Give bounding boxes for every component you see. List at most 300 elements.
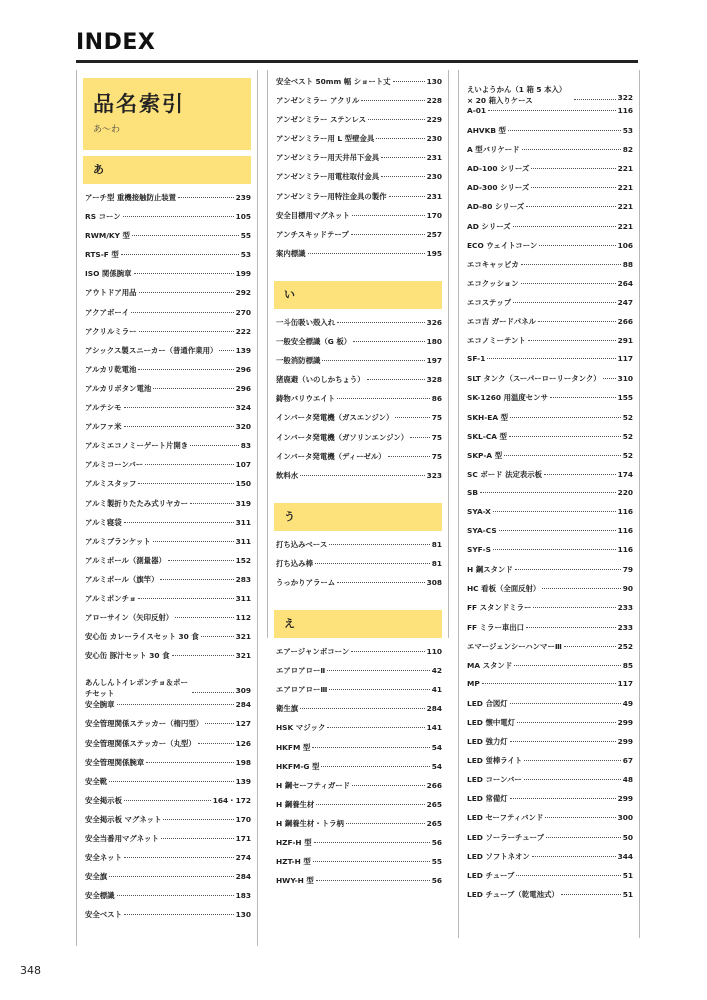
entry-name: エマージェンシーハンマーⅢ [467,641,562,651]
leader-dots [124,857,234,858]
entry-page-number: 51 [622,870,633,880]
leader-dots [308,253,425,254]
entry-page-number: 110 [426,647,442,657]
index-entry [85,890,251,909]
leader-dots [351,651,424,652]
entry-page-number: 67 [622,756,633,766]
leader-dots [544,474,616,475]
index-column-1 [76,70,258,946]
entry-page-number: 49 [622,698,633,708]
entry-name: アクリルミラー [85,326,137,336]
entry-name: AD-300 シリーズ [467,183,530,193]
index-entry [85,287,251,306]
entry-page-number: 283 [235,574,251,584]
leader-dots [488,110,615,111]
leader-dots [322,360,424,361]
kana-section-heading: う [274,503,442,531]
index-entry [467,602,633,621]
entry-page-number: 170 [235,814,251,824]
entry-page-number: 81 [431,539,442,549]
leader-dots [352,785,425,786]
leader-dots [146,762,233,763]
entry-page-number: 150 [235,479,251,489]
leader-dots [603,378,616,379]
entry-page-number: 54 [431,742,442,752]
entry-page-number: 174 [617,469,633,479]
entry-page-number: 117 [617,354,633,364]
leader-dots [482,683,616,684]
entry-name: SYF-S [467,545,491,555]
entry-name: 衛生旗 [276,704,299,714]
entry-name: LED ソフトネオン [467,851,530,861]
index-entry [467,583,633,602]
entry-name: LED 常備灯 [467,794,508,804]
leader-dots [117,895,234,896]
entry-name: 安全管理関係ステッカー（丸型） [85,738,196,748]
leader-dots [367,379,425,380]
entry-name: アウトドア用品 [85,288,137,298]
leader-dots [123,216,234,217]
index-entry [467,392,633,411]
entry-name: アルミエコノミーゲート片開き [85,441,189,451]
leader-dots [124,800,211,801]
leader-dots [337,582,424,583]
entry-page-number: 42 [431,666,442,676]
leader-dots [327,670,429,671]
entry-name: 安全腕章 [85,700,115,710]
entry-name: FF スタンドミラー [467,603,532,613]
entry-name: アルミコーンバー [85,460,144,470]
index-entry [467,278,633,297]
index-heading: INDEX [76,30,156,55]
leader-dots [516,875,620,876]
entry-page-number: 221 [617,183,633,193]
index-entry [467,736,633,755]
leader-dots [117,704,234,705]
entry-name: アルカリボタン電池 [85,383,152,393]
entry-page-number: 300 [617,813,633,823]
index-entry-list [77,192,257,928]
leader-dots [316,804,424,805]
entry-page-number: 284 [235,700,251,710]
leader-dots [315,563,430,564]
leader-dots [510,798,616,799]
entry-page-number: 164・172 [212,795,251,805]
leader-dots [175,617,233,618]
leader-dots [533,607,615,608]
index-entry [85,383,251,402]
entry-name: エコステップ [467,297,512,307]
leader-dots [312,747,429,748]
entry-page-number: 231 [426,191,442,201]
entry-name: アルミブランケット [85,536,151,546]
index-entry [467,182,633,201]
entry-page-number: 56 [431,838,442,847]
entry-page-number: 79 [622,565,633,575]
entry-name: アルミポンチョ [85,593,137,603]
index-entry [276,210,442,229]
index-entry [276,76,442,95]
title-box [83,78,251,150]
entry-page-number: 328 [426,375,442,385]
entry-name: 安全管理関係ステッカー（楕円型） [85,719,204,729]
entry-page-number: 116 [617,106,633,115]
index-entry [467,812,633,831]
leader-dots [381,176,424,177]
leader-dots [487,358,615,359]
entry-name: インバータ発電機（ガソリンエンジン） [276,432,409,442]
index-entry [85,612,251,631]
entry-page-number: 198 [235,757,251,767]
index-entry [85,307,251,326]
leader-dots [160,579,233,580]
entry-page-number: 311 [235,536,251,546]
leader-dots [493,511,616,512]
index-entry [85,795,251,814]
entry-page-number: 54 [431,761,442,771]
leader-dots [172,655,234,656]
index-entry [85,249,251,268]
entry-name: アンゼンミラー用特注金具の製作 [276,191,387,201]
entry-name: AD シリーズ [467,221,511,231]
leader-dots [346,823,425,824]
entry-page-number: 82 [622,145,633,155]
entry-page-number: 85 [622,660,633,670]
entry-name: えいようかん（1 箱 5 本入）× 20 箱入りケース [467,85,567,105]
index-entry [276,722,442,741]
leader-dots [499,530,616,531]
leader-dots [504,455,621,456]
section-separator [268,596,448,606]
leader-dots [393,81,425,82]
entry-name: エコ吉 ガードパネル [467,317,536,327]
leader-dots [564,646,616,647]
index-entry [276,133,442,152]
entry-name: SLT タンク（スーパーローリータンク） [467,374,601,384]
entry-name: アーチ型 重機接触防止装置 [85,193,177,202]
index-entry [276,374,442,393]
index-entry [276,152,442,171]
entry-name: アルミ製折りたたみ式リヤカー [85,498,189,508]
entry-page-number: 90 [622,584,633,594]
entry-page-number: 266 [617,317,633,327]
leader-dots [132,235,239,236]
leader-dots [524,760,621,761]
entry-page-number: 199 [235,269,251,279]
entry-page-number: 127 [235,719,251,729]
leader-dots [546,837,621,838]
entry-name: HC 看板（全面反射） [467,584,541,594]
index-entry [467,240,633,259]
index-entry [85,738,251,757]
index-entry [85,517,251,536]
index-entry [85,192,251,211]
index-entry [85,268,251,287]
entry-page-number: 309 [235,686,251,696]
entry-name: うっかりアラーム [276,577,336,587]
entry-name: アルテシモ [85,403,122,413]
entry-name: SK-1260 用温度センサ [467,393,548,403]
index-entry [467,660,633,679]
entry-name: 安全掲示板 [85,795,122,805]
entry-name: HKFM 型 [276,742,311,752]
leader-dots [124,426,234,427]
entry-name: 安心缶 豚汁セット 30 食 [85,651,170,661]
entry-page-number: 155 [617,393,633,403]
index-entry [276,412,442,431]
leader-dots [517,722,616,723]
leader-dots [538,321,616,322]
index-entry [276,336,442,355]
index-entry [467,221,633,240]
index-entry [276,191,442,210]
leader-dots [513,302,615,303]
entry-page-number: 56 [431,876,442,886]
entry-page-number: 112 [235,613,251,623]
index-entry [85,536,251,555]
leader-dots [190,503,234,504]
entry-page-number: 48 [622,775,633,785]
leader-dots [300,475,424,476]
entry-page-number: 221 [617,221,633,231]
leader-dots [514,665,620,666]
index-entry [85,631,251,650]
leader-dots [381,157,424,158]
index-entry [467,717,633,736]
index-entry [467,450,633,469]
leader-dots [327,727,424,728]
entry-name: H 鋼養生材・トラ柄 [276,818,344,828]
index-entry [467,106,633,125]
entry-page-number: 310 [617,374,633,384]
index-entry [85,852,251,871]
entry-page-number: 52 [622,431,633,441]
index-entry-list [268,317,448,489]
index-entry [85,757,251,776]
index-entry [85,699,251,718]
leader-dots [524,779,621,780]
entry-page-number: 230 [426,134,442,144]
entry-name: アシックス製スニーカー（普通作業用） [85,345,218,355]
entry-name: RWM/KY 型 [85,231,130,241]
leader-dots [522,149,621,150]
entry-name: LED 懐中電灯 [467,718,516,727]
index-entry [467,297,633,316]
leader-dots [539,245,615,246]
entry-name: 安全目標用マグネット [276,210,350,220]
entry-name: SC ボード 法定表示板 [467,469,543,479]
index-entry [276,856,442,875]
index-entry-list [459,76,639,908]
entry-name: 一般消防標識 [276,356,321,366]
entry-page-number: 55 [240,231,251,241]
entry-page-number: 75 [431,432,442,442]
leader-dots [528,340,616,341]
index-entry [85,650,251,669]
entry-name: ECO ウェイトコーン [467,240,538,250]
leader-dots [139,331,234,332]
index-entry [276,451,442,470]
leader-dots [395,417,429,418]
leader-dots [550,397,616,398]
entry-page-number: 264 [617,278,633,288]
index-entry [276,229,442,248]
leader-dots [190,445,239,446]
entry-name: LED コーンバー [467,775,522,785]
entry-name: LED ソーラーチューブ [467,832,544,842]
leader-dots [168,560,234,561]
leader-dots [329,689,429,690]
entry-name: MP [467,678,480,688]
entry-page-number: 75 [431,413,442,423]
leader-dots [131,312,233,313]
leader-dots [561,894,621,895]
leader-dots [388,456,430,457]
leader-dots [192,692,234,693]
entry-name: アルミポール（測量器） [85,555,166,565]
leader-dots [352,215,425,216]
entry-name: アルミ寝袋 [85,517,122,527]
leader-dots [508,130,621,131]
leader-dots [337,398,430,399]
entry-page-number: 51 [622,889,633,899]
index-entry-list [268,646,448,894]
index-entry [467,793,633,812]
leader-dots [124,914,234,915]
entry-page-number: 75 [431,451,442,461]
entry-page-number: 141 [426,723,442,733]
entry-page-number: 221 [617,202,633,212]
index-entry [467,201,633,220]
index-entry-list [268,76,448,267]
entry-page-number: 266 [426,780,442,790]
entry-page-number: 221 [617,164,633,174]
entry-name: RTS-F 型 [85,250,119,260]
kana-section-heading: え [274,610,442,638]
index-entry [85,776,251,795]
entry-name: SKL-CA 型 [467,431,507,441]
index-entry [276,432,442,451]
entry-page-number: 197 [426,356,442,366]
entry-page-number: 52 [622,450,633,460]
index-entry [276,684,442,703]
leader-dots [361,100,424,101]
leader-dots [153,388,233,389]
entry-page-number: 195 [426,248,442,258]
leader-dots [351,234,425,235]
entry-page-number: 299 [617,718,633,727]
entry-name: 安全旗 [85,872,108,882]
index-entry [467,832,633,851]
entry-page-number: 321 [235,651,251,661]
index-entry [276,470,442,489]
entry-name: 鋳物バリウエイト [276,394,336,404]
leader-dots [526,627,616,628]
entry-name: 安全当番用マグネット [85,834,159,843]
entry-name: AD-100 シリーズ [467,164,530,174]
entry-name: HSK マジック [276,723,326,733]
entry-name: アローサイン（矢印反射） [85,613,174,623]
index-entry [467,335,633,354]
index-entry [467,259,633,278]
leader-dots [376,138,424,139]
entry-name: アクアボーイ [85,307,130,317]
leader-dots [163,819,233,820]
index-entry [85,833,251,852]
entry-page-number: 183 [235,891,251,901]
leader-dots [510,703,621,704]
entry-name: SF-1 [467,354,486,364]
entry-name: アンゼンミラー用 L 型壁金具 [276,134,375,144]
entry-page-number: 233 [617,622,633,632]
leader-dots [337,322,424,323]
index-entry [276,317,442,336]
index-entry [85,814,251,833]
leader-dots [521,264,621,265]
index-entry [276,780,442,799]
entry-name: エアージャンボコーン [276,647,350,657]
entry-page-number: 50 [622,832,633,842]
entry-page-number: 83 [240,441,251,451]
entry-page-number: 130 [426,77,442,86]
leader-dots [329,544,429,545]
entry-page-number: 299 [617,794,633,804]
entry-name: 猪鹿避（いのしかちょう） [276,375,365,385]
entry-page-number: 220 [617,487,633,497]
section-separator [268,489,448,499]
index-entry [467,545,633,564]
entry-name: 飲料水 [276,470,299,480]
index-entry [467,469,633,488]
leader-dots [389,196,425,197]
index-entry [467,698,633,717]
entry-page-number: 52 [622,412,633,422]
entry-name: LED チューブ（乾電池式） [467,889,559,899]
index-entry [276,355,442,374]
index-entry [85,909,251,928]
entry-page-number: 81 [431,558,442,568]
entry-page-number: 296 [235,364,251,374]
index-entry [276,95,442,114]
leader-dots [513,226,616,227]
entry-name: ISO 関係腕章 [85,269,132,279]
leader-dots [316,880,430,881]
entry-page-number: 41 [431,685,442,695]
leader-dots [138,369,233,370]
index-entry [467,144,633,163]
entry-name: あんしんトイレポンチョ＆ポーチセット [85,678,188,699]
index-entry [85,459,251,478]
entry-name: 打ち込み棒 [276,558,313,568]
entry-name: インバータ発電機（ディーゼル） [276,451,386,461]
entry-page-number: 53 [622,126,633,136]
entry-page-number: 231 [426,153,442,163]
entry-name: アンゼンミラー用天井吊下金具 [276,153,380,163]
entry-page-number: 233 [617,603,633,613]
entry-name: エコノミーテント [467,336,526,346]
leader-dots [515,569,621,570]
leader-dots [480,492,616,493]
leader-dots [531,187,615,188]
page-title: 品名索引 [93,92,185,116]
entry-page-number: 320 [235,422,251,432]
index-entry [276,818,442,837]
index-entry [467,564,633,583]
index-entry [467,354,633,373]
entry-page-number: 116 [617,526,633,536]
entry-page-number: 311 [235,517,251,527]
entry-name: SYA-X [467,506,491,516]
